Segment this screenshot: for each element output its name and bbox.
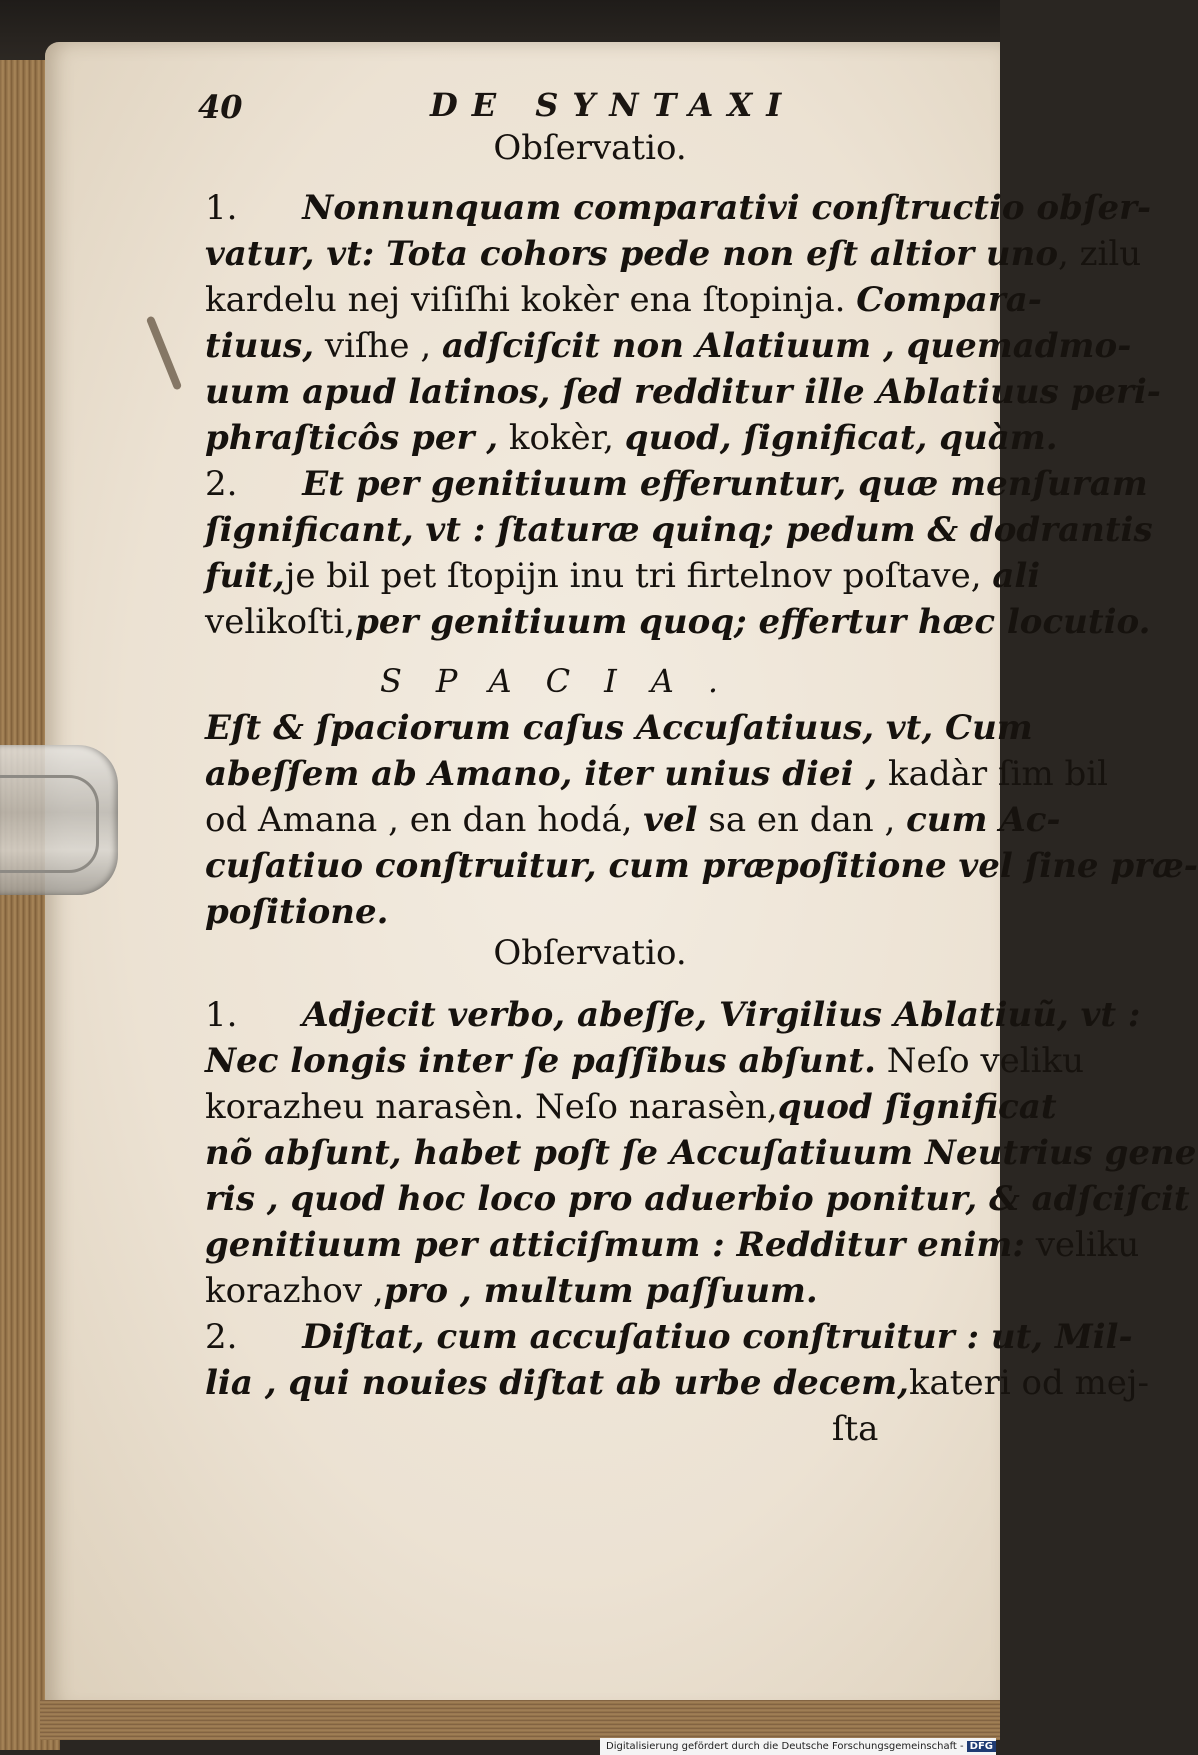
text-run: veliku (1024, 1225, 1140, 1265)
text-line (205, 415, 1058, 462)
text-line (205, 992, 1141, 1039)
text-line (205, 889, 975, 936)
book-bottom-edge (40, 1700, 1000, 1740)
text-run: Et per genitiuum efferuntur, quæ menſuram (302, 464, 1148, 504)
text-line (205, 1360, 1149, 1407)
text-line (205, 323, 1132, 370)
section-title-2: Obſervatio. (493, 933, 687, 973)
text-line (205, 751, 1108, 798)
text-run: ris , quod hoc loco pro aduerbio ponitur, & adſciſcit (205, 1179, 1190, 1219)
text-run: fuit, (205, 556, 285, 596)
text-run: je bil pet ſtopijn inu tri firtelnov poſtave, (284, 556, 993, 596)
text-run: poſitione. (205, 892, 389, 932)
text-run: 1. (205, 188, 303, 228)
text-run: genitiuum per atticiſmum : Redditur enim: (205, 1225, 1025, 1265)
text-line (205, 231, 1142, 278)
text-run: kokèr, (498, 418, 625, 458)
text-run: Nec longis inter ſe paſſibus abſunt. (205, 1041, 876, 1081)
text-run: 2. (205, 464, 303, 504)
text-run: pro , multum paſſuum. (383, 1271, 818, 1311)
text-run: abeſſem ab Amano, iter unius diei , (205, 754, 878, 794)
text-run: adſciſcit non Alatiuum , quemadmo- (441, 326, 1132, 366)
section-title-1: Obſervatio. (493, 128, 687, 168)
text-run: kateri od mej- (908, 1363, 1149, 1403)
text-run: ſignificant, vt : ſtaturæ quinq; pedum & dodrantis (205, 510, 1153, 550)
text-line (205, 599, 1151, 646)
text-line (205, 843, 1198, 890)
text-run: sa en dan , (697, 800, 907, 840)
text-line (205, 507, 1153, 554)
text-run: korazhov , (205, 1271, 384, 1311)
text-line (205, 1176, 1190, 1223)
text-run: kadàr ſim bil (877, 754, 1108, 794)
text-run: viſhe , (314, 326, 442, 366)
text-run: cuſatiuo conſtruitur, cum præpoſitione vel ſine præ- (205, 846, 1198, 886)
text-run: nõ abſunt, habet poſt ſe Accuſatiuum Neutrius gene (205, 1133, 1197, 1173)
text-run: vel (643, 800, 698, 840)
text-run: Eſt & ſpaciorum caſus Accuſatiuus, vt, Cum (205, 708, 1033, 748)
text-line (205, 1130, 1197, 1177)
text-run: Adjecit verbo, abeſſe, Virgilius Ablatiuũ, vt : (302, 995, 1141, 1035)
text-run: vatur, vt: Tota cohors pede non eſt altior uno (205, 234, 1059, 274)
text-line (205, 277, 1042, 324)
text-run: per genitiuum quoq; effertur hæc locutio. (355, 602, 1151, 642)
text-run: 2. (205, 1317, 303, 1357)
text-line (205, 369, 1161, 416)
text-line (205, 1038, 1085, 1085)
dfg-logo: DFG (967, 1741, 996, 1752)
text-line (205, 461, 1148, 508)
page-number: 40 (198, 88, 243, 126)
text-run: Nonnunquam comparativi conſtructio obſer- (302, 188, 1152, 228)
text-line (205, 1222, 1140, 1269)
text-run: cum Ac- (906, 800, 1061, 840)
text-run: ali (992, 556, 1041, 596)
text-run: Diſtat, cum accuſatiuo conſtruitur : ut, Mil- (302, 1317, 1133, 1357)
text-run: phraſticôs per , (205, 418, 499, 458)
running-head: DE SYNTAXI (430, 86, 796, 124)
text-run: ſta (205, 1409, 879, 1449)
text-line (205, 553, 1041, 600)
credit-text: Digitalisierung gefördert durch die Deutsche Forschungsgemeinschaft - (606, 1741, 964, 1752)
text-line (205, 705, 1033, 752)
text-run: Neſo veliku (875, 1041, 1085, 1081)
text-run: uum apud latinos, ſed redditur ille Ablatiuus peri- (205, 372, 1161, 412)
page-clip-wire (0, 775, 99, 873)
text-run: lia , qui nouies diſtat ab urbe decem, (205, 1363, 909, 1403)
text-run: tiuus, (205, 326, 315, 366)
text-line (205, 1314, 1133, 1361)
text-line (205, 185, 1152, 232)
text-run: Compara- (856, 280, 1042, 320)
text-line (205, 1406, 975, 1453)
text-run: od Amana , en dan hodá, (205, 800, 644, 840)
text-run: kardelu nej viſiſhi kokèr ena ſtopinja. (205, 280, 857, 320)
text-run: korazheu narasèn. Neſo narasèn, (205, 1087, 778, 1127)
text-line (205, 1268, 975, 1315)
text-run: quod, ſignificat, quàm. (624, 418, 1058, 458)
digitization-credit (600, 1738, 996, 1755)
text-line (205, 797, 1061, 844)
text-run: velikoſti, (205, 602, 356, 642)
text-run: quod ſignificat (777, 1087, 1057, 1127)
text-run: , zilu (1058, 234, 1142, 274)
text-run: 1. (205, 995, 303, 1035)
spacia-heading: SPACIA. (380, 662, 753, 700)
text-line (205, 1084, 1057, 1131)
